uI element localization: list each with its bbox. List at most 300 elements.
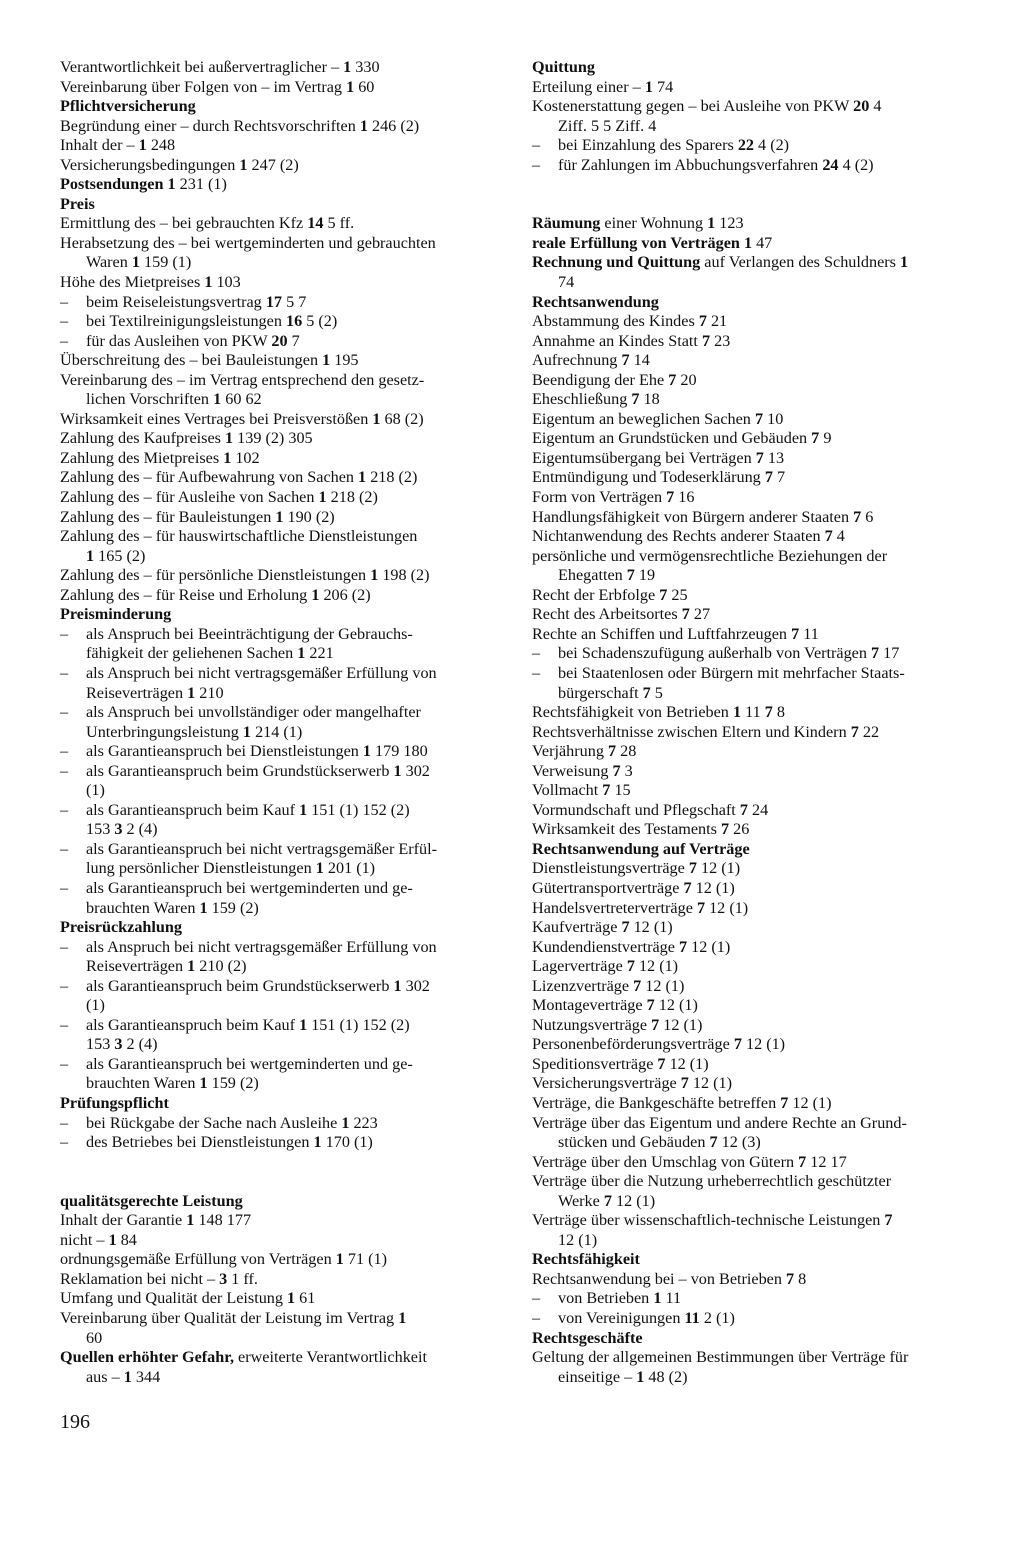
subentry-dash: – bbox=[60, 742, 69, 761]
index-entry-continuation bbox=[60, 253, 504, 273]
law-reference: 7 bbox=[612, 761, 621, 780]
entry-text: Lizenzverträge bbox=[532, 976, 634, 995]
paragraph-reference: 74 bbox=[652, 77, 674, 96]
entry-text: beim Reiseleistungsvertrag bbox=[86, 292, 266, 311]
entry-text: bei Schadenszufügung außerhalb von Verträgen bbox=[558, 644, 872, 663]
paragraph-reference: 210 bbox=[195, 683, 224, 702]
index-heading bbox=[532, 1329, 978, 1349]
law-reference: 1 bbox=[131, 253, 140, 272]
paragraph-reference: 221 bbox=[305, 644, 334, 663]
index-entry bbox=[60, 1270, 504, 1290]
entry-text: Verträge über das Eigentum und andere Rechte an Grund- bbox=[532, 1113, 907, 1132]
law-reference: 7 bbox=[659, 585, 668, 604]
paragraph-reference: 19 bbox=[634, 566, 656, 585]
subentry-dash: – bbox=[60, 331, 69, 350]
paragraph-reference: 12 (1) bbox=[788, 1093, 832, 1112]
entry-text: Annahme an Kindes Statt bbox=[532, 331, 702, 350]
index-entry bbox=[532, 468, 978, 488]
index-entry-continuation bbox=[532, 1192, 978, 1212]
law-reference: 7 bbox=[739, 800, 748, 819]
law-reference: 1 bbox=[186, 1211, 195, 1230]
entry-text: ordnungsgemäße Erfüllung von Verträgen bbox=[60, 1250, 336, 1269]
subentry-dash: – bbox=[60, 292, 69, 311]
law-reference: 1 bbox=[732, 703, 742, 722]
subentry-dash: – bbox=[532, 644, 541, 663]
paragraph-reference: 15 bbox=[610, 781, 631, 800]
index-entry-continuation bbox=[60, 820, 504, 840]
paragraph-reference: 11 bbox=[661, 1289, 682, 1308]
index-entry bbox=[532, 801, 978, 821]
entry-text: Vereinbarung des – im Vertrag entsprechend den gesetz- bbox=[60, 370, 425, 389]
index-entry bbox=[60, 175, 504, 195]
entry-text: Eigentum an beweglichen Sachen bbox=[532, 409, 755, 428]
heading-text: Rechtsanwendung bbox=[532, 292, 659, 311]
index-entry bbox=[532, 449, 978, 469]
law-reference: 1 bbox=[362, 742, 371, 761]
index-entry bbox=[60, 429, 504, 449]
paragraph-reference: 14 bbox=[629, 351, 650, 370]
index-entry bbox=[532, 527, 978, 547]
entry-text: Handlungsfähigkeit von Bürgern anderer Staaten bbox=[532, 507, 854, 526]
index-subentry bbox=[60, 742, 504, 762]
paragraph-reference: 139 (2) 305 bbox=[233, 429, 313, 448]
entry-text: auf Verlangen des Schuldners bbox=[700, 253, 900, 272]
law-reference: 22 bbox=[737, 136, 754, 155]
entry-text: Höhe des Mietpreises bbox=[60, 273, 205, 292]
entry-text: Recht der Erbfolge bbox=[532, 585, 660, 604]
index-entry bbox=[532, 762, 978, 782]
index-entry-continuation bbox=[60, 547, 504, 567]
law-reference: 7 bbox=[824, 527, 833, 546]
index-subentry bbox=[60, 1133, 504, 1153]
index-entry bbox=[532, 742, 978, 762]
entry-text: brauchten Waren bbox=[86, 898, 200, 917]
index-entry bbox=[532, 1094, 978, 1114]
index-entry bbox=[532, 938, 978, 958]
index-entry bbox=[60, 488, 504, 508]
subentry-dash: – bbox=[532, 1289, 541, 1308]
law-reference: 1 bbox=[86, 546, 95, 565]
index-entry-continuation bbox=[60, 859, 504, 879]
paragraph-reference: 28 bbox=[616, 742, 637, 761]
law-reference: 7 bbox=[621, 351, 630, 370]
index-entry-continuation bbox=[60, 723, 504, 743]
paragraph-reference: 159 (1) bbox=[139, 253, 192, 272]
law-reference: 7 bbox=[811, 429, 820, 448]
heading-text: Quittung bbox=[532, 58, 595, 76]
index-entry bbox=[532, 253, 978, 273]
paragraph-reference: 159 (2) bbox=[207, 1074, 259, 1093]
entry-text: von Betrieben bbox=[558, 1289, 654, 1308]
paragraph-reference: 2 (4) bbox=[122, 1035, 158, 1054]
index-entry-continuation bbox=[532, 566, 978, 586]
law-reference: 7 bbox=[651, 1015, 660, 1034]
index-entry bbox=[60, 1231, 504, 1251]
paragraph-reference: 12 (1) bbox=[691, 878, 735, 897]
entry-text: Rechtsfähigkeit von Betrieben bbox=[532, 703, 733, 722]
heading-text: Räumung bbox=[532, 214, 601, 233]
entry-text: Montageverträge bbox=[532, 996, 647, 1015]
subentry-dash: – bbox=[532, 136, 541, 155]
entry-text: Zahlung des – für Aufbewahrung von Sachen bbox=[60, 468, 359, 487]
paragraph-reference: 148 177 bbox=[194, 1211, 252, 1230]
index-heading bbox=[60, 605, 504, 625]
paragraph-reference: 170 (1) bbox=[321, 1133, 373, 1152]
law-reference: 1 bbox=[299, 800, 308, 819]
index-subentry bbox=[60, 1016, 504, 1036]
index-entry-continuation bbox=[60, 684, 504, 704]
law-reference: 7 bbox=[631, 390, 640, 409]
index-subentry bbox=[60, 293, 504, 313]
entry-text: Speditionsverträge bbox=[532, 1054, 658, 1073]
law-reference: 1 bbox=[187, 957, 196, 976]
heading-text: Rechtsanwendung auf Verträge bbox=[532, 839, 750, 858]
index-column-right bbox=[532, 58, 978, 1387]
index-entry bbox=[532, 1114, 978, 1134]
entry-text: als Garantieanspruch bei nicht vertragsgemäßer Erfül- bbox=[86, 839, 438, 858]
index-entry bbox=[60, 1250, 504, 1270]
law-reference: 1 bbox=[346, 77, 355, 96]
law-reference: 7 bbox=[681, 605, 690, 624]
law-reference: 1 bbox=[372, 409, 381, 428]
entry-text: Handelsvertreterverträge bbox=[532, 898, 697, 917]
index-subentry bbox=[60, 312, 504, 332]
paragraph-reference: 11 bbox=[741, 703, 765, 722]
index-column-left bbox=[60, 58, 504, 1387]
heading-text: reale Erfüllung von Verträgen bbox=[532, 233, 740, 252]
paragraph-reference: 103 bbox=[212, 273, 241, 292]
paragraph-reference: 61 bbox=[295, 1289, 316, 1308]
index-entry bbox=[532, 918, 978, 938]
law-reference: 7 bbox=[698, 312, 707, 331]
entry-text: 153 bbox=[86, 820, 115, 839]
law-reference: 1 bbox=[900, 253, 909, 272]
paragraph-reference: 302 bbox=[401, 761, 430, 780]
entry-text: Verträge über die Nutzung urheberrechtlich geschützter bbox=[532, 1172, 892, 1191]
law-reference: 7 bbox=[626, 957, 635, 976]
index-entry bbox=[60, 508, 504, 528]
index-subentry bbox=[60, 1114, 504, 1134]
paragraph-reference: 17 bbox=[879, 644, 900, 663]
paragraph-reference: 9 bbox=[819, 429, 832, 448]
entry-text: Inhalt der – bbox=[60, 136, 139, 155]
law-reference: 7 bbox=[720, 820, 730, 839]
index-heading bbox=[532, 58, 978, 78]
index-entry bbox=[60, 351, 504, 371]
entry-text: Reiseverträgen bbox=[86, 957, 188, 976]
law-reference: 1 bbox=[199, 1074, 208, 1093]
index-heading bbox=[532, 1250, 978, 1270]
paragraph-reference: 12 (1) bbox=[687, 937, 731, 956]
paragraph-reference: 12 (1) bbox=[688, 1074, 733, 1093]
law-reference: 20 bbox=[853, 97, 870, 116]
law-reference: 1 bbox=[313, 1133, 322, 1152]
entry-text: Rechte an Schiffen und Luftfahrzeugen bbox=[532, 624, 792, 643]
law-reference: 1 bbox=[335, 1250, 344, 1269]
entry-text: Verjährung bbox=[532, 742, 608, 761]
law-reference: 1 bbox=[138, 136, 147, 155]
index-subentry bbox=[60, 1055, 504, 1075]
paragraph-reference: 5 ff. bbox=[323, 214, 355, 233]
entry-text: Rechtsanwendung bei – von Betrieben bbox=[532, 1269, 786, 1288]
index-entry bbox=[532, 234, 978, 254]
paragraph-reference: 248 bbox=[146, 136, 176, 155]
subentry-dash: – bbox=[60, 1015, 69, 1034]
law-reference: 16 bbox=[285, 312, 303, 331]
index-heading bbox=[60, 918, 504, 938]
law-reference: 1 bbox=[242, 722, 252, 741]
law-reference: 1 bbox=[287, 1289, 296, 1308]
paragraph-reference: 4 bbox=[869, 97, 882, 116]
heading-text: Pflichtversicherung bbox=[60, 97, 196, 116]
index-subentry bbox=[60, 762, 504, 782]
entry-text: Rechtsverhältnisse zwischen Eltern und Kindern bbox=[532, 722, 851, 741]
entry-text: Geltung der allgemeinen Bestimmungen über Verträge für bbox=[532, 1348, 909, 1367]
paragraph-reference: 5 (2) bbox=[302, 312, 338, 331]
index-entry bbox=[60, 136, 504, 156]
entry-text: Ehegatten bbox=[558, 566, 627, 585]
index-entry-continuation bbox=[532, 684, 978, 704]
paragraph-reference: 206 (2) bbox=[319, 585, 371, 604]
entry-text: Zahlung des – für persönliche Dienstleistungen bbox=[60, 566, 371, 585]
index-entry-continuation bbox=[532, 117, 978, 137]
entry-text: Zahlung des Kaufpreises bbox=[60, 429, 225, 448]
entry-text: Vollmacht bbox=[532, 781, 603, 800]
law-reference: 7 bbox=[657, 1054, 666, 1073]
paragraph-reference: 48 (2) bbox=[644, 1367, 688, 1386]
law-reference: 7 bbox=[626, 566, 635, 585]
paragraph-reference: 198 (2) bbox=[378, 566, 430, 585]
entry-text: (1) bbox=[86, 781, 105, 800]
entry-text: Verträge über den Umschlag von Gütern bbox=[532, 1152, 799, 1171]
paragraph-reference: 210 (2) bbox=[195, 957, 247, 976]
entry-text: als Anspruch bei Beeinträchtigung der Gebrauchs- bbox=[86, 624, 413, 643]
entry-text: als Garantieanspruch bei wertgeminderten und ge- bbox=[86, 1054, 413, 1073]
law-reference: 7 bbox=[666, 488, 675, 507]
entry-text: bei Rückgabe der Sache nach Ausleihe bbox=[86, 1113, 342, 1132]
index-heading bbox=[60, 97, 504, 117]
law-reference: 1 bbox=[311, 585, 320, 604]
subentry-dash: – bbox=[532, 155, 541, 174]
paragraph-reference: 12 (1) bbox=[659, 1015, 703, 1034]
entry-text: (1) bbox=[86, 996, 105, 1015]
blank-line bbox=[532, 195, 978, 215]
paragraph-reference: 18 bbox=[639, 390, 660, 409]
law-reference: 1 bbox=[358, 468, 367, 487]
index-entry bbox=[60, 468, 504, 488]
entry-text: fähigkeit der geliehenen Sachen bbox=[86, 644, 298, 663]
entry-text: Zahlung des – für Ausleihe von Sachen bbox=[60, 488, 319, 507]
law-reference: 1 bbox=[653, 1289, 662, 1308]
index-entry-continuation bbox=[60, 1368, 504, 1388]
heading-text: Rechtsfähigkeit bbox=[532, 1250, 640, 1269]
law-reference: 7 bbox=[786, 1269, 795, 1288]
law-reference: 1 bbox=[297, 644, 306, 663]
entry-text: des Betriebes bei Dienstleistungen bbox=[86, 1133, 314, 1152]
law-reference: 1 bbox=[213, 390, 222, 409]
subentry-dash: – bbox=[532, 1309, 541, 1327]
law-reference: 1 bbox=[187, 683, 196, 702]
subentry-dash: – bbox=[60, 937, 69, 956]
law-reference: 1 bbox=[370, 566, 379, 585]
law-reference: 1 bbox=[398, 1309, 407, 1327]
index-subentry bbox=[60, 625, 504, 645]
index-entry bbox=[532, 1211, 978, 1231]
entry-text: für Zahlungen im Abbuchungsverfahren bbox=[558, 155, 823, 174]
law-reference: 1 bbox=[393, 976, 402, 995]
paragraph-reference: 190 (2) bbox=[283, 507, 335, 526]
subentry-dash: – bbox=[60, 878, 69, 897]
law-reference: 7 bbox=[701, 331, 711, 350]
paragraph-reference: 12 (1) bbox=[634, 957, 679, 976]
paragraph-reference: 5 7 bbox=[282, 292, 307, 311]
entry-text: Eigentum an Grundstücken und Gebäuden bbox=[532, 429, 812, 448]
entry-text: als Garantieanspruch bei Dienstleistungen bbox=[86, 742, 363, 761]
index-entry-continuation bbox=[532, 1368, 978, 1388]
index-entry bbox=[532, 312, 978, 332]
paragraph-reference: 60 bbox=[354, 77, 375, 96]
subentry-dash: – bbox=[60, 800, 69, 819]
law-reference: 7 bbox=[733, 1035, 742, 1054]
entry-text: Kundendienstverträge bbox=[532, 937, 679, 956]
law-reference: 7 bbox=[754, 409, 764, 428]
subentry-dash: – bbox=[60, 976, 69, 995]
paragraph-reference: 12 (1) bbox=[629, 918, 673, 937]
law-reference: 7 bbox=[633, 976, 642, 995]
paragraph-reference: 8 bbox=[772, 703, 785, 722]
index-subentry bbox=[60, 664, 504, 684]
law-reference: 7 bbox=[680, 1074, 689, 1093]
entry-text: Verträge, die Bankgeschäfte betreffen bbox=[532, 1093, 781, 1112]
law-reference: 7 bbox=[755, 448, 764, 467]
entry-text: Erteilung einer – bbox=[532, 77, 645, 96]
law-reference: 1 bbox=[343, 58, 352, 76]
law-reference: 7 bbox=[884, 1211, 893, 1230]
index-subentry bbox=[60, 801, 504, 821]
entry-text: lung persönlicher Dienstleistungen bbox=[86, 859, 316, 878]
heading-text: qualitätsgerechte Leistung bbox=[60, 1191, 243, 1210]
paragraph-reference: 247 (2) bbox=[247, 155, 299, 174]
index-entry bbox=[60, 156, 504, 176]
entry-text: Wirksamkeit eines Vertrages bei Preisverstößen bbox=[60, 409, 373, 428]
law-reference: 1 bbox=[318, 488, 327, 507]
entry-text: Vereinbarung über Qualität der Leistung im Vertrag bbox=[60, 1309, 399, 1327]
heading-text: Quellen erhöhter Gefahr, bbox=[60, 1348, 234, 1367]
paragraph-reference: 223 bbox=[349, 1113, 378, 1132]
page-number: 196 bbox=[60, 1411, 90, 1433]
index-entry bbox=[60, 273, 504, 293]
index-entry-continuation bbox=[60, 644, 504, 664]
index-entry-continuation bbox=[60, 996, 504, 1016]
entry-text: Versicherungsverträge bbox=[532, 1074, 681, 1093]
law-reference: 7 bbox=[607, 742, 617, 761]
entry-text: einseitige – bbox=[558, 1367, 637, 1386]
paragraph-reference: 24 bbox=[747, 800, 769, 819]
entry-text: Werke bbox=[558, 1191, 604, 1210]
index-entry bbox=[532, 1074, 978, 1094]
law-reference: 7 bbox=[688, 859, 697, 878]
entry-text: stücken und Gebäuden bbox=[558, 1133, 710, 1152]
paragraph-reference: 16 bbox=[674, 488, 695, 507]
index-entry-continuation bbox=[532, 1231, 978, 1251]
law-reference: 1 bbox=[322, 351, 331, 370]
law-reference: 1 bbox=[636, 1367, 645, 1386]
entry-text: 12 (1) bbox=[558, 1230, 598, 1249]
law-reference: 1 bbox=[123, 1367, 132, 1386]
entry-text: brauchten Waren bbox=[86, 1074, 200, 1093]
index-entry-continuation bbox=[60, 781, 504, 801]
paragraph-reference: 12 (1) bbox=[611, 1191, 656, 1210]
index-entry bbox=[60, 234, 504, 254]
law-reference: 7 bbox=[642, 683, 651, 702]
index-subentry bbox=[60, 938, 504, 958]
heading-text: Preisrückzahlung bbox=[60, 918, 183, 937]
law-reference: 1 bbox=[239, 155, 248, 174]
blank-line bbox=[60, 1153, 504, 1173]
subentry-dash: – bbox=[60, 761, 69, 780]
index-entry-continuation bbox=[60, 390, 504, 410]
index-entry bbox=[532, 214, 978, 234]
index-entry bbox=[532, 78, 978, 98]
index-entry bbox=[60, 566, 504, 586]
law-reference: 1 bbox=[108, 1230, 117, 1249]
entry-text: als Garantieanspruch beim Grundstückserwerb bbox=[86, 976, 394, 995]
blank-line bbox=[532, 175, 978, 195]
index-entry bbox=[532, 508, 978, 528]
law-reference: 1 bbox=[315, 859, 324, 878]
index-subentry bbox=[60, 840, 504, 860]
law-reference: 7 bbox=[646, 996, 655, 1015]
subentry-dash: – bbox=[60, 703, 69, 722]
index-entry bbox=[60, 1309, 504, 1329]
entry-text: Reklamation bei nicht – bbox=[60, 1269, 220, 1288]
index-entry-continuation bbox=[60, 957, 504, 977]
index-subentry bbox=[532, 1309, 978, 1329]
law-reference: 1 bbox=[341, 1113, 350, 1132]
paragraph-reference: 159 (2) bbox=[207, 898, 259, 917]
index-entry bbox=[532, 703, 978, 723]
paragraph-reference: 10 bbox=[763, 409, 784, 428]
paragraph-reference: 165 (2) bbox=[94, 546, 146, 565]
paragraph-reference: 151 (1) 152 (2) bbox=[307, 800, 410, 819]
index-heading bbox=[60, 1192, 504, 1212]
entry-text: Vereinbarung über Folgen von – im Vertrag bbox=[60, 77, 347, 96]
index-entry-continuation bbox=[60, 899, 504, 919]
entry-text: Versicherungsbedingungen bbox=[60, 155, 240, 174]
index-subentry bbox=[532, 1289, 978, 1309]
paragraph-reference: 218 (2) bbox=[326, 488, 378, 507]
law-reference: 1 bbox=[167, 175, 176, 194]
entry-text: Umfang und Qualität der Leistung bbox=[60, 1289, 288, 1308]
law-reference: 7 bbox=[764, 703, 773, 722]
index-entry bbox=[532, 820, 978, 840]
index-entry bbox=[60, 586, 504, 606]
paragraph-reference: 12 (1) bbox=[705, 898, 749, 917]
entry-text: Aufrechnung bbox=[532, 351, 622, 370]
law-reference: 3 bbox=[114, 1035, 123, 1054]
index-entry bbox=[532, 977, 978, 997]
paragraph-reference: 3 bbox=[620, 761, 633, 780]
law-reference: 1 bbox=[743, 233, 753, 252]
subentry-dash: – bbox=[60, 1113, 69, 1132]
law-reference: 1 bbox=[275, 507, 284, 526]
paragraph-reference: 7 bbox=[287, 331, 300, 350]
paragraph-reference: 20 bbox=[676, 370, 697, 389]
paragraph-reference: 2 (4) bbox=[122, 820, 158, 839]
entry-text: nicht – bbox=[60, 1230, 109, 1249]
law-reference: 1 bbox=[707, 214, 716, 233]
paragraph-reference: 8 bbox=[794, 1269, 807, 1288]
